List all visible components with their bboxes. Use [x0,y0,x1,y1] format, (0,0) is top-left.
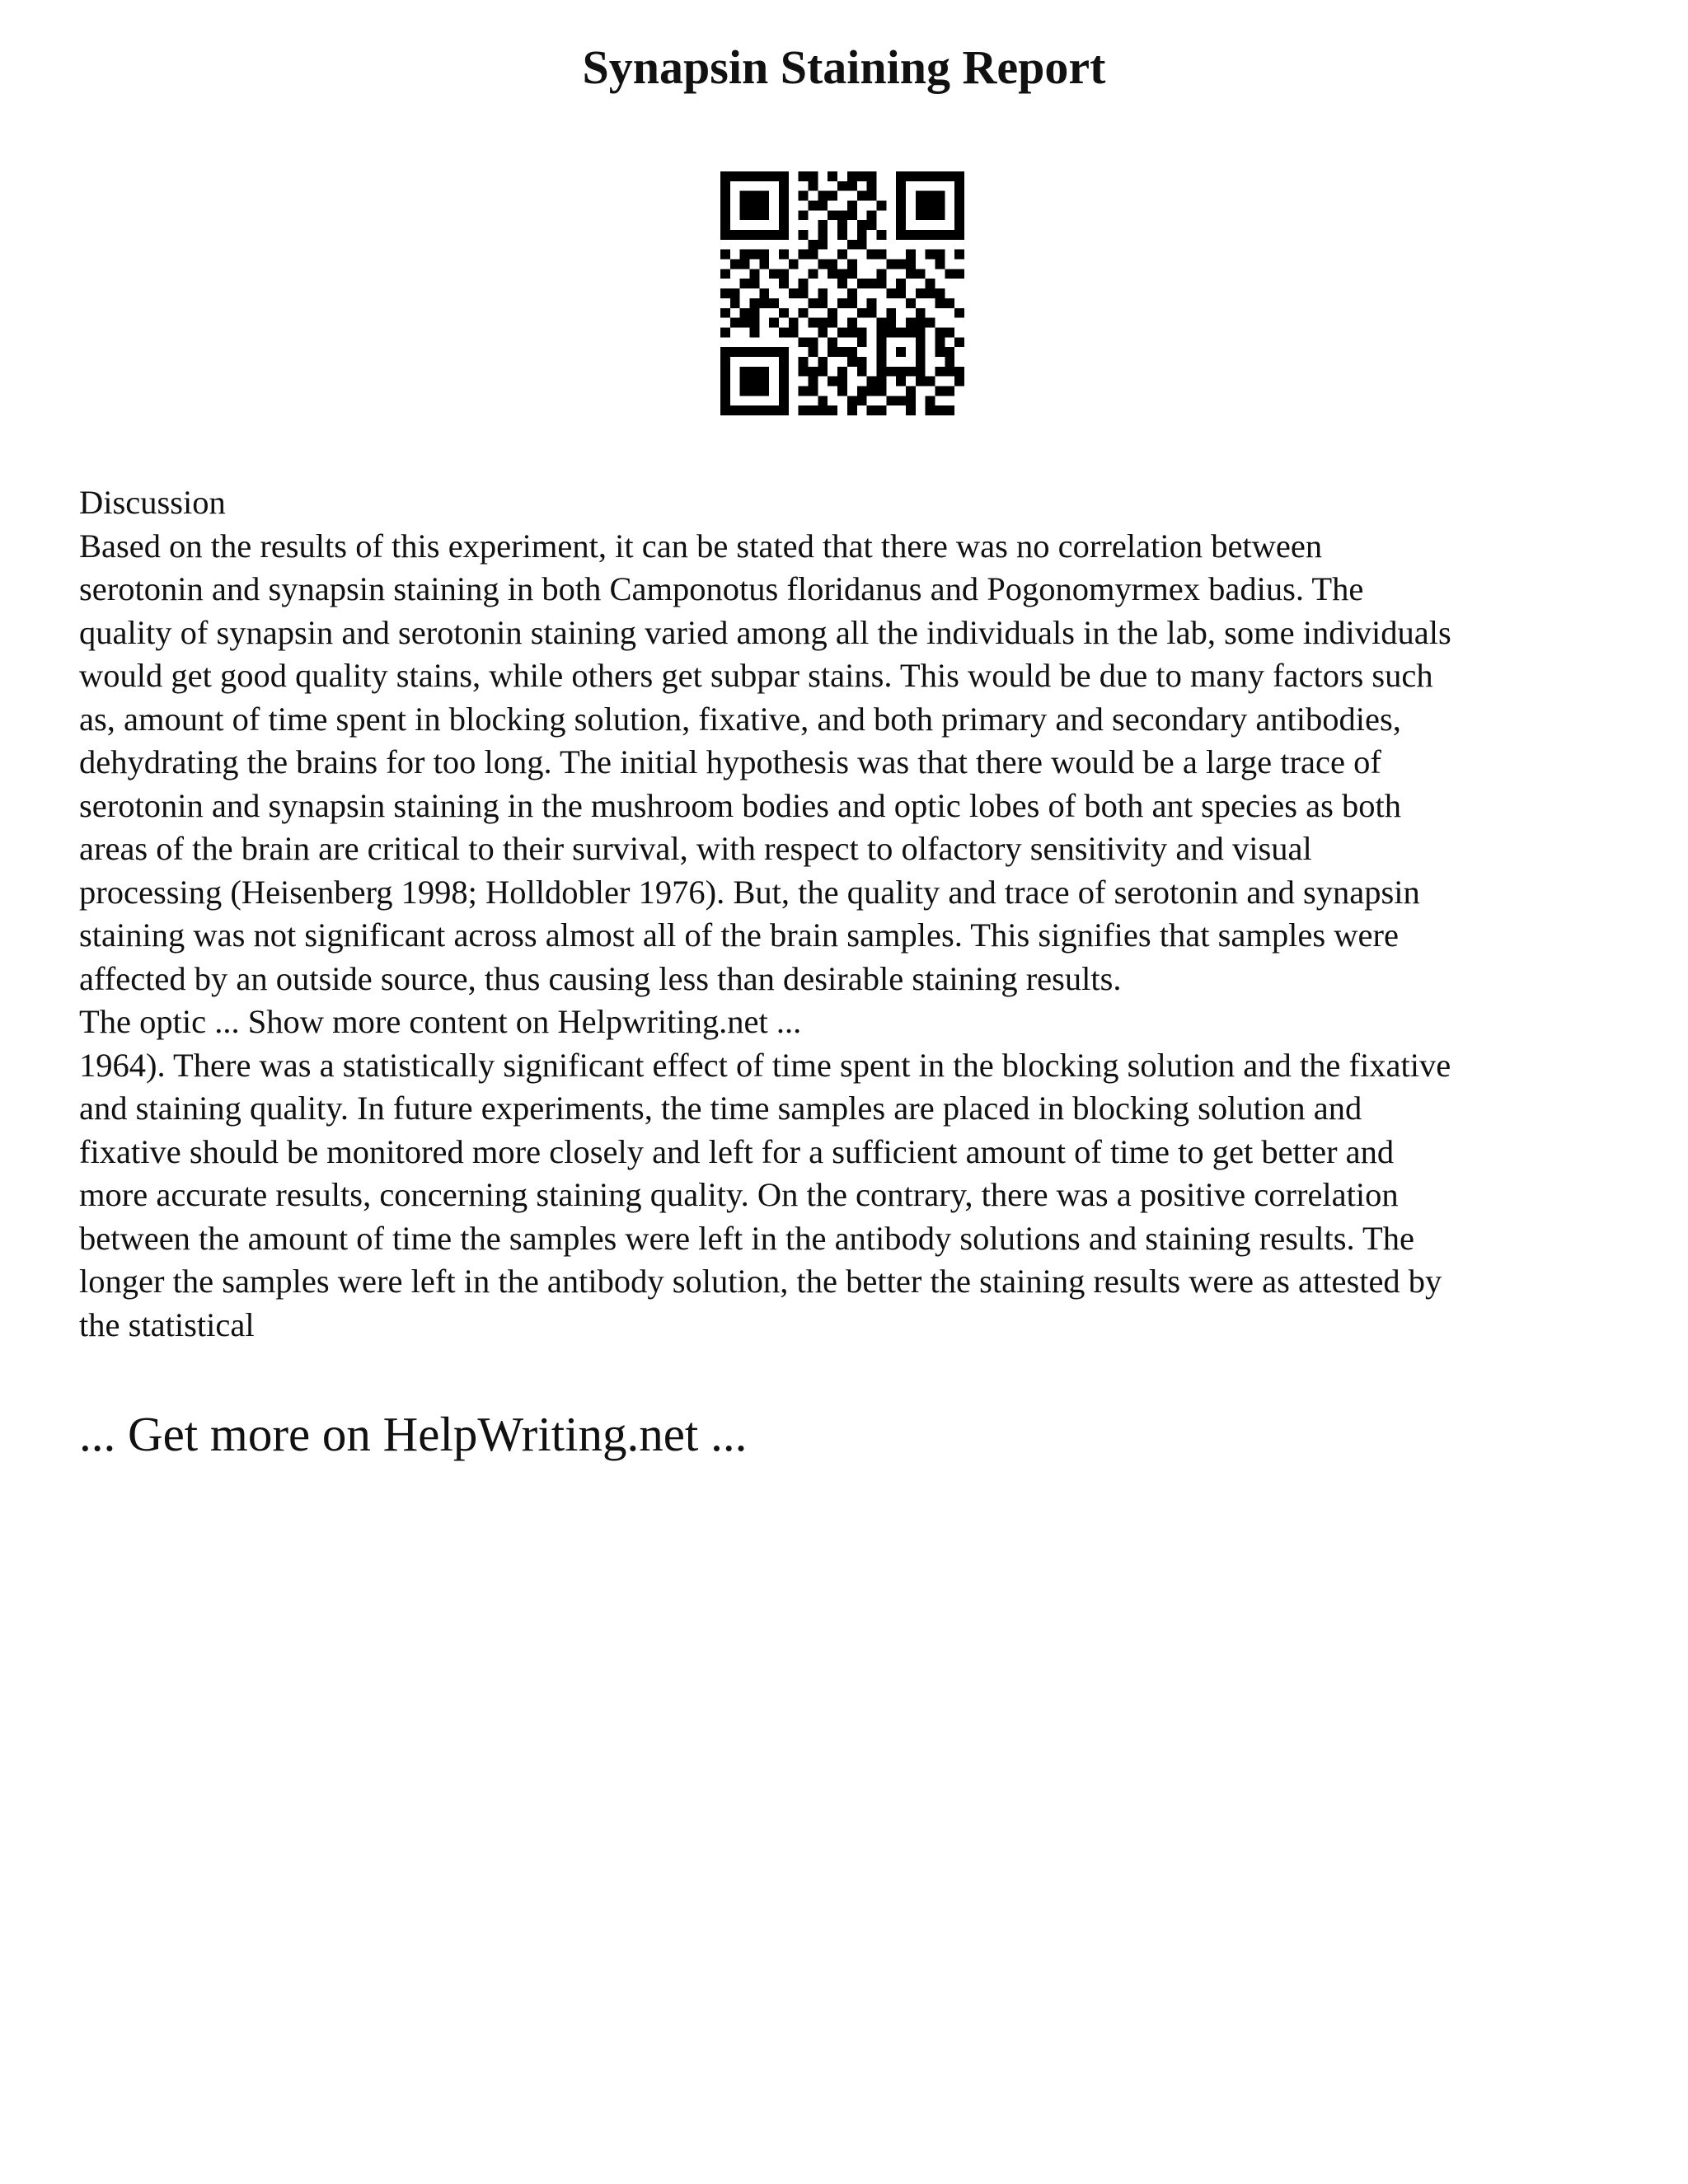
discussion-paragraph-2: 1964). There was a statistically significant effect of time spent in the blocking solution and the fixative and staining quality. In future experiments, the time samples are placed in blocking solution and fixative should be monitored more closely and left for a sufficient amount of time to get better and more accurate results, concerning staining quality. On the contrary, there was a positive correlation between the amount of time the samples were left in the antibody solutions and staining results. The longer the samples were left in the antibody solution, the better the staining results were as attested by the statistical [79,1046,1451,1343]
show-more-link[interactable]: The optic ... Show more content on Helpwriting.net ... [79,1003,802,1040]
qr-code-icon [720,171,964,415]
section-heading: Discussion [79,484,226,521]
page-title: Synapsin Staining Report [582,40,1106,94]
get-more-link[interactable]: ... Get more on HelpWriting.net ... [79,1407,748,1461]
discussion-paragraph-1: Based on the results of this experiment, it can be stated that there was no correlation between serotonin and synapsin staining in both Camponotus floridanus and Pogonomyrmex badius. The quality of synapsin and serotonin staining varied among all the individuals in the lab, some individuals would get good quality stains, while others get subpar stains. This would be due to many factors such as, amount of time spent in blocking solution, fixative, and both primary and secondary antibodies, dehydrating the brains for too long. The initial hypothesis was that there would be a large trace of serotonin and synapsin staining in the mushroom bodies and optic lobes of both ant species as both areas of the brain are critical to their survival, with respect to olfactory sensitivity and visual processing (Heisenberg 1998; Holldobler 1976). But, the quality and trace of serotonin and synapsin staining was not significant across almost all of the brain samples. This signifies that samples were affected by an outside source, thus causing less than desirable staining results. [79,527,1451,997]
document-body [79,481,1629,1347]
